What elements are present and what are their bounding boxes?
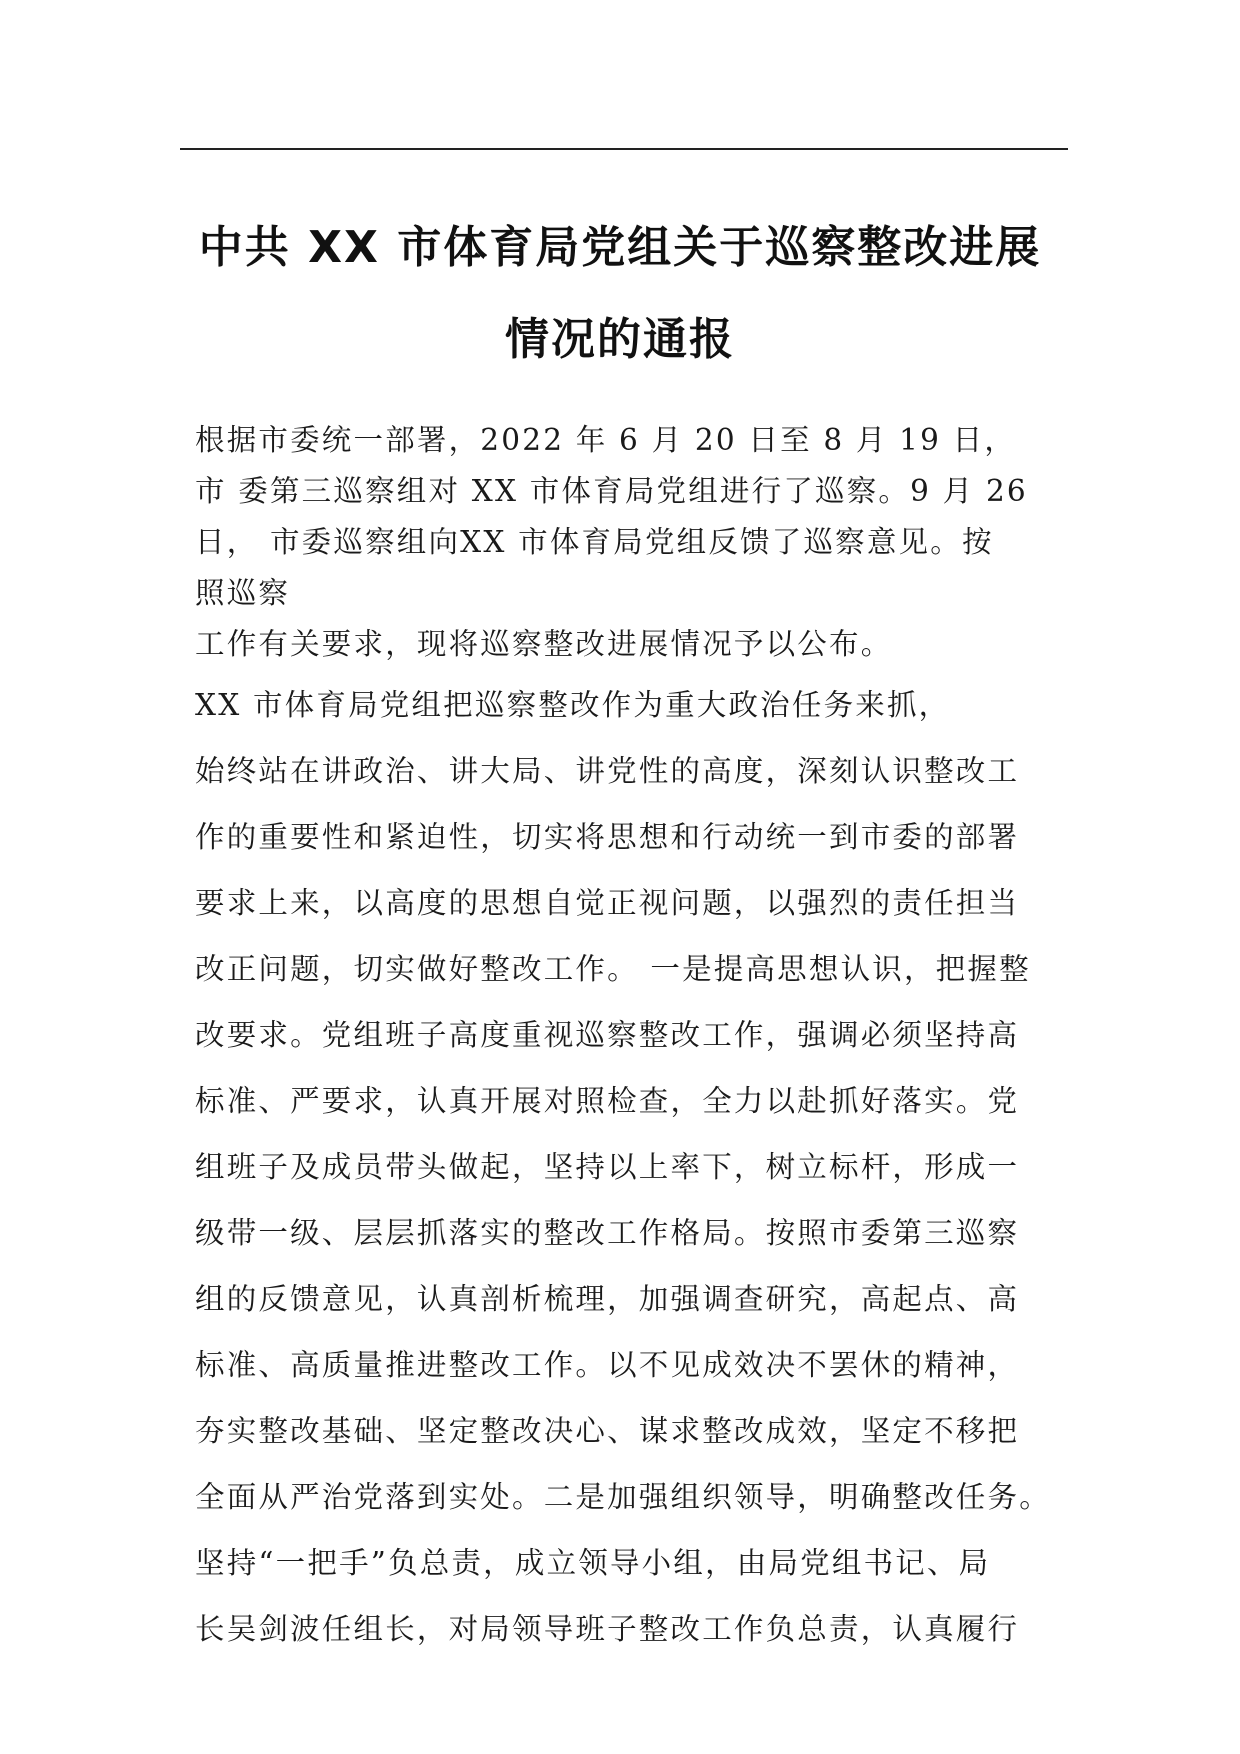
- body-line: 全面从严治党落到实处。二是加强组织领导，明确整改任务。: [195, 1480, 1051, 1514]
- body-line: 根据市委统一部署，2022 年 6 月 20 日至 8 月 19 日，: [195, 423, 1017, 457]
- body-line: 始终站在讲政治、讲大局、讲党性的高度，深刻认识整改工: [195, 754, 1020, 788]
- body-line: XX 市体育局党组把巡察整改作为重大政治任务来抓，: [195, 688, 951, 722]
- document-title-line-2: 情况的通报: [505, 314, 735, 365]
- body-line: 要求上来，以高度的思想自觉正视问题，以强烈的责任担当: [195, 886, 1020, 920]
- body-line: 作的重要性和紧迫性，切实将思想和行动统一到市委的部署: [195, 820, 1020, 854]
- body-line: 组班子及成员带头做起，坚持以上率下，树立标杆，形成一: [195, 1150, 1020, 1184]
- body-line: 改要求。党组班子高度重视巡察整改工作，强调必须坚持高: [195, 1018, 1020, 1052]
- body-line: 工作有关要求，现将巡察整改进展情况予以公布。: [195, 627, 893, 661]
- body-line: 日， 市委巡察组向XX 市体育局党组反馈了巡察意见。按: [195, 525, 994, 559]
- body-line: 坚持“一把手”负总责，成立领导小组，由局党组书记、局: [195, 1546, 991, 1580]
- document-title-line-1: 中共 XX 市体育局党组关于巡察整改进展: [198, 222, 1042, 273]
- body-line: 标准、高质量推进整改工作。以不见成效决不罢休的精神，: [195, 1348, 1020, 1382]
- body-line: 改正问题，切实做好整改工作。 一是提高思想认识，把握整: [195, 952, 1031, 986]
- body-line: 标准、严要求，认真开展对照检查，全力以赴抓好落实。党: [195, 1084, 1020, 1118]
- header-rule: [180, 148, 1068, 150]
- body-line: 夯实整改基础、坚定整改决心、谋求整改成效，坚定不移把: [195, 1414, 1020, 1448]
- body-line: 照巡察: [195, 576, 291, 610]
- body-line: 级带一级、层层抓落实的整改工作格局。按照市委第三巡察: [195, 1216, 1020, 1250]
- body-line: 市 委第三巡察组对 XX 市体育局党组进行了巡察。9 月 26: [195, 474, 1028, 508]
- body-line: 长吴剑波任组长，对局领导班子整改工作负总责，认真履行: [195, 1612, 1020, 1646]
- body-line: 组的反馈意见，认真剖析梳理，加强调查研究，高起点、高: [195, 1282, 1020, 1316]
